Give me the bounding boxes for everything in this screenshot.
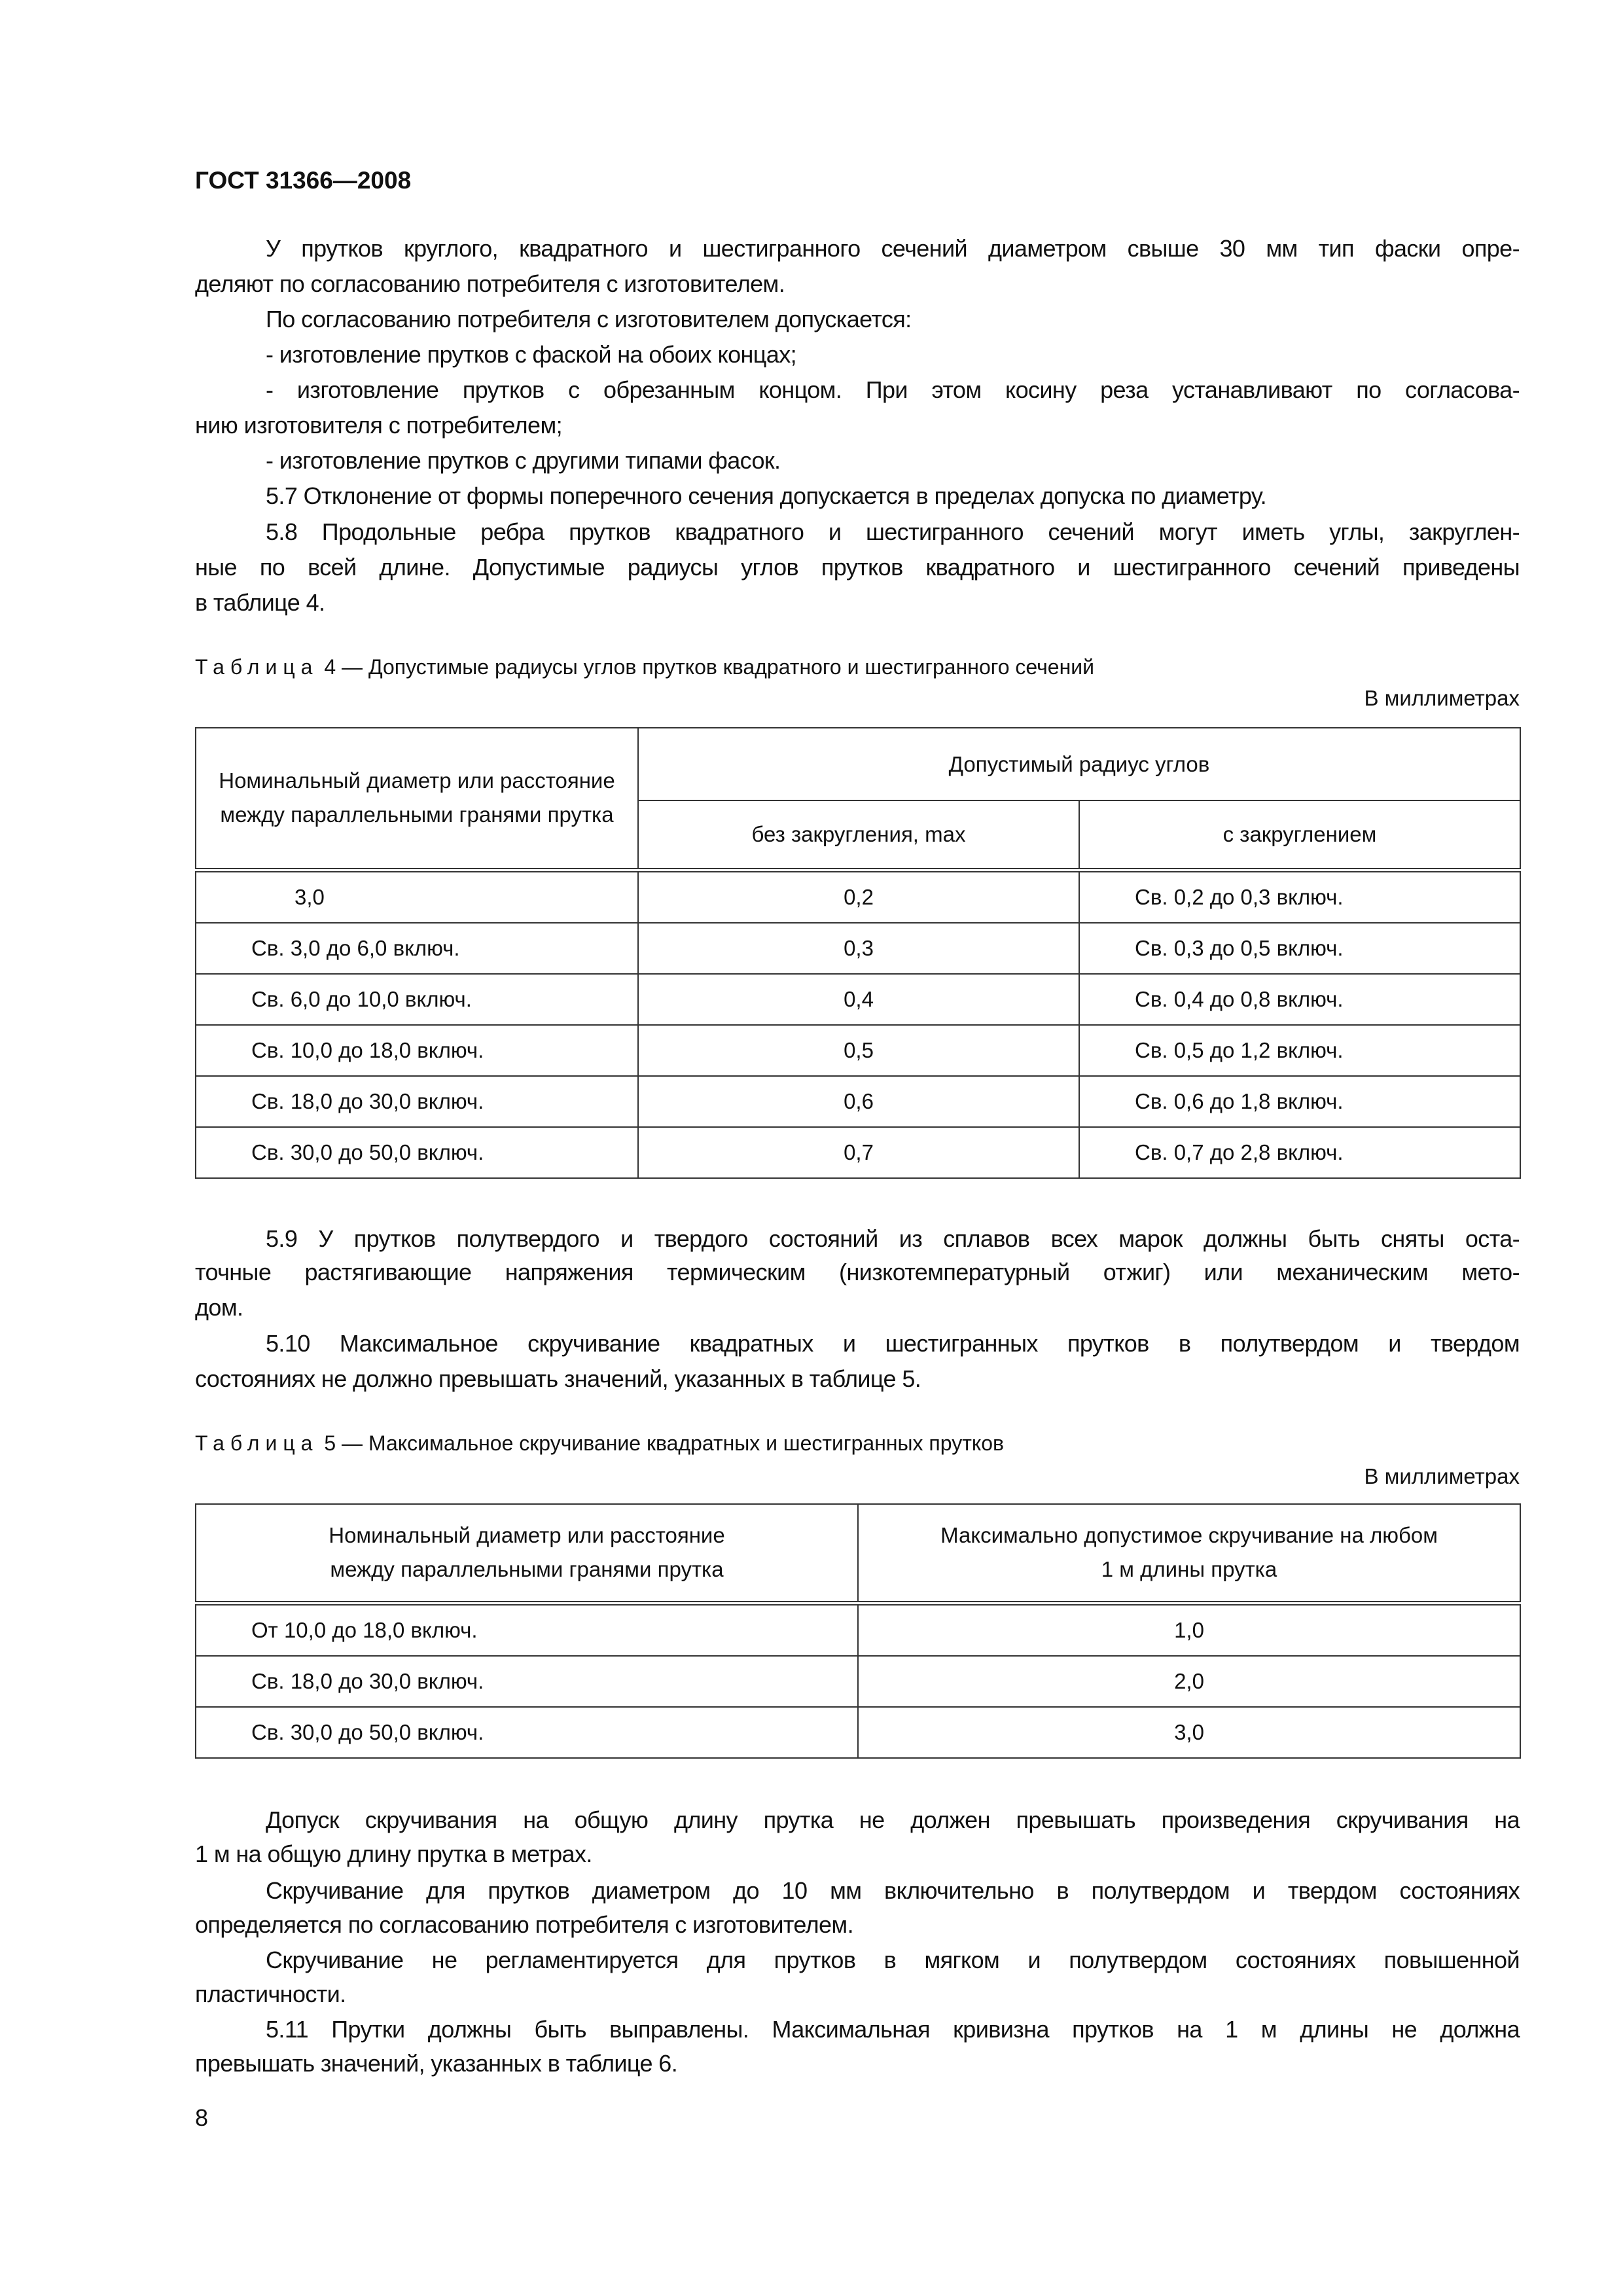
cell: 0,7: [638, 1127, 1079, 1178]
cell: Св. 18,0 до 30,0 включ.: [196, 1076, 638, 1127]
list-item: - изготовление прутков с обрезанным концом. При этом косину реза устанавливают по согласова-: [266, 376, 1520, 403]
cell: 0,2: [638, 870, 1079, 923]
table-row: [196, 1127, 1520, 1178]
table4-caption: [195, 650, 1520, 685]
cell: Св. 3,0 до 6,0 включ.: [196, 923, 638, 974]
text-line: У прутков круглого, квадратного и шестигранного сечений диаметром свыше 30 мм тип фаски опре-: [266, 235, 1520, 262]
cell: Св. 30,0 до 50,0 включ.: [196, 1127, 638, 1178]
table5-caption: [195, 1426, 1520, 1461]
cell: Св. 0,7 до 2,8 включ.: [1079, 1127, 1520, 1178]
clause-5-11: 5.11 Прутки должны быть выправлены. Максимальная кривизна прутков на 1 м длины не должна: [266, 2016, 1520, 2043]
table-4: [195, 727, 1521, 1179]
text-line: точные растягивающие напряжения термическим (низкотемпературный отжиг) или механическим мето-: [195, 1259, 1520, 1285]
caption-text: 5 — Максимальное скручивание квадратных и шестигранных прутков: [324, 1431, 1004, 1455]
cell: Св. 10,0 до 18,0 включ.: [196, 1025, 638, 1076]
text-line: превышать значений, указанных в таблице 6.: [195, 2050, 678, 2077]
text-line: Скручивание для прутков диаметром до 10 мм включительно в полутвердом и твердом состояниях: [266, 1877, 1520, 1904]
page-number: 8: [195, 2104, 208, 2131]
table5-header-twist: [858, 1504, 1520, 1603]
cell: 0,5: [638, 1025, 1079, 1076]
text-line: состояниях не должно превышать значений, указанных в таблице 5.: [195, 1365, 921, 1392]
text-line: ные по всей длине. Допустимые радиусы углов прутков квадратного и шестигранного сечений приведены: [195, 554, 1520, 581]
text-line: нию изготовителя с потребителем;: [195, 412, 563, 439]
cell: От 10,0 до 18,0 включ.: [196, 1603, 858, 1656]
caption-prefix: Таблица: [195, 1431, 319, 1455]
table4-header-group: Допустимый радиус углов: [638, 728, 1520, 800]
table-row: [196, 870, 1520, 923]
cell: 0,3: [638, 923, 1079, 974]
cell: Св. 0,6 до 1,8 включ.: [1079, 1076, 1520, 1127]
text-line: в таблице 4.: [195, 589, 325, 616]
document-header: ГОСТ 31366—2008: [195, 167, 412, 194]
header-line: между параллельными гранями прутка: [330, 1557, 724, 1582]
text-line: Скручивание не регламентируется для прутков в мягком и полутвердом состояниях повышенной: [266, 1946, 1520, 1973]
cell: Св. 30,0 до 50,0 включ.: [196, 1707, 858, 1758]
text-line: определяется по согласованию потребителя с изготовителем.: [195, 1911, 853, 1938]
cell: 3,0: [196, 870, 638, 923]
list-item: - изготовление прутков с фаской на обоих концах;: [266, 341, 797, 368]
text-line: деляют по согласованию потребителя с изготовителем.: [195, 270, 785, 297]
cell: Св. 0,2 до 0,3 включ.: [1079, 870, 1520, 923]
clause-5-8: 5.8 Продольные ребра прутков квадратного и шестигранного сечений могут иметь углы, закруглен-: [266, 518, 1520, 545]
cell: 3,0: [858, 1707, 1520, 1758]
cell: 1,0: [858, 1603, 1520, 1656]
table-row: [196, 923, 1520, 974]
table-5: [195, 1503, 1521, 1759]
cell: Св. 0,4 до 0,8 включ.: [1079, 974, 1520, 1025]
table5-header-diameter: [196, 1504, 858, 1603]
table4-header-no-rounding: без закругления, max: [638, 800, 1079, 870]
table-row: [196, 1603, 1520, 1656]
cell: Св. 6,0 до 10,0 включ.: [196, 974, 638, 1025]
text-line: дом.: [195, 1294, 243, 1321]
table4-header-rounding: с закруглением: [1079, 800, 1520, 870]
cell: Св. 0,3 до 0,5 включ.: [1079, 923, 1520, 974]
cell: Св. 18,0 до 30,0 включ.: [196, 1656, 858, 1707]
list-item: - изготовление прутков с другими типами фасок.: [266, 447, 781, 474]
text-line: 1 м на общую длину прутка в метрах.: [195, 1840, 592, 1867]
header-line: 1 м длины прутка: [1101, 1557, 1277, 1582]
cell: 2,0: [858, 1656, 1520, 1707]
text-line: По согласованию потребителя с изготовителем допускается:: [266, 306, 912, 332]
clause-5-9: 5.9 У прутков полутвердого и твердого состояний из сплавов всех марок должны быть сняты оста-: [266, 1225, 1520, 1252]
table4-units: В миллиметрах: [1364, 686, 1520, 710]
table4-header-diameter: Номинальный диаметр или расстояние между параллельными гранями прутка: [196, 728, 638, 870]
clause-5-7: 5.7 Отклонение от формы поперечного сечения допускается в пределах допуска по диаметру.: [266, 482, 1267, 509]
cell: 0,6: [638, 1076, 1079, 1127]
table-row: [196, 1707, 1520, 1758]
caption-text: 4 — Допустимые радиусы углов прутков квадратного и шестигранного сечений: [324, 655, 1095, 679]
table-row: [196, 1656, 1520, 1707]
header-line: Номинальный диаметр или расстояние: [329, 1523, 725, 1548]
table-row: [196, 974, 1520, 1025]
table-row: [196, 1076, 1520, 1127]
table5-units: В миллиметрах: [1364, 1464, 1520, 1488]
text-line: пластичности.: [195, 1981, 346, 2007]
cell: Св. 0,5 до 1,2 включ.: [1079, 1025, 1520, 1076]
text-line: Допуск скручивания на общую длину прутка не должен превышать произведения скручивания на: [266, 1806, 1520, 1833]
clause-5-10: 5.10 Максимальное скручивание квадратных и шестигранных прутков в полутвердом и твердом: [266, 1330, 1520, 1357]
caption-prefix: Таблица: [195, 655, 319, 679]
header-line: Максимально допустимое скручивание на любом: [940, 1523, 1438, 1548]
table-row: [196, 1025, 1520, 1076]
cell: 0,4: [638, 974, 1079, 1025]
